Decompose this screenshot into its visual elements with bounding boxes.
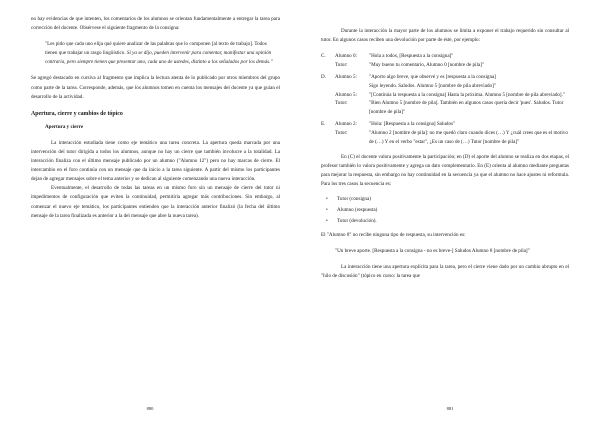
dialog-text: "[Continúa la respuesta a la consigna] Hasta la próxima. Alumno 5 [nombre de pila abreviado]." xyxy=(369,91,565,98)
list-item: • Alumno (respuesta) xyxy=(321,205,569,216)
block-quote xyxy=(335,247,569,256)
speaker-label: Alumno 2: xyxy=(335,121,357,128)
paragraph: no hay evidencias de que intenten, los comentarios de los alumnos se orientan fundamentalmente a entregar la tarea para corrección del docente. Obsérvese el siguiente fragmento de la consigna: xyxy=(31,16,280,32)
paragraph: La interacción estudiada tiene como eje temático una tarea concreta. La apertura queda marcada por una intervención del tutor dirigida a todos los alumnos, aunque no hay un cierre que también involucre a la totalidad. La interacción finaliza con el último mensaje publicado por un alumno ("Alumno 12") pero no hay marcas de cierre. El intercambio en el foro continúa con un mensaje que da inicio a la tarea siguiente. A partir del mismo los participantes dejan de agregar mensajes sobre el tema anterior y se dedican al siguiente comenzando una nueva interacción. xyxy=(31,139,280,183)
page-number: 881 xyxy=(446,406,454,411)
example-letter: D. xyxy=(321,74,326,81)
speaker-label: Tutor: xyxy=(335,61,348,68)
dialog-example-e xyxy=(321,120,569,146)
dialog-text: "Muy bueno tu comentario, Alumno 0 [nombre de pila]" xyxy=(369,61,484,68)
quote-text: "Un breve aporte. [Respuesta a la consigna - no es breve-] Saludos Alumno 8 [nombre de pila]" xyxy=(335,247,530,254)
dialog-text: "Bien Alumno 5 [nombre de pila]. También en algunos casos quería decir 'pues'. Saludos. Tutor [nombre de pila]" xyxy=(369,100,564,115)
right-page xyxy=(300,0,600,424)
section-heading: Apertura, cierre y cambios de tópico xyxy=(31,110,123,117)
subsection-heading: Apertura y cierre xyxy=(45,123,84,130)
speaker-label: Alumno 5: xyxy=(335,91,357,98)
quote-text: "Les pido que cada uno elija qué quiere analizar de las palabras que lo componen [al texto de trabajo]. Todos tienen que trabajar un rasgo lingüístico. xyxy=(45,41,267,57)
dialog-example-c xyxy=(321,52,569,69)
speaker-label: Tutor: xyxy=(335,129,348,136)
sequence-list xyxy=(321,194,569,227)
list-item: • Tutor (consigna) xyxy=(321,194,569,205)
speaker-label: Alumno 0: xyxy=(335,53,357,60)
list-item: • Tutor (devolución). xyxy=(321,216,569,227)
paragraph: El "Alumno 8" no recibe ninguna tipo de respuesta, su intervención es: xyxy=(321,231,466,238)
paragraph: La interacción tiene una apertura explícita para la tarea, pero el cierre viene dado por un cambio abrupto en el "hilo de discusión" (tópico en curso: la tarea que xyxy=(321,263,569,279)
dialog-text: Sigo leyendo. Saludos. Alumno 5 [nombre de pila abreviado]" xyxy=(369,82,496,89)
example-letter: E. xyxy=(321,121,326,128)
left-page-body xyxy=(31,15,280,221)
paragraph: Eventualmente, el desarrollo de todas las tareas en un mismo foro sin un mensaje de cierre del tutor ni impedimentos de configuración que eviten la continuidad, permitiría agregar más contribuciones. Sin embargo, al comenzar el nuevo eje temático, los participantes entienden que la interacción anterior finalizó (la fecha del último mensaje de la tarea finalizada es anterior a la del mensaje que abre la nueva tarea). xyxy=(31,185,280,219)
paragraph: Durante la interacción la mayor parte de los alumnos se limita a exponer el trabajo requerido sin consultar al tutor. En algunos casos reciben una devolución por parte de éste, por ejemplo: xyxy=(321,28,569,44)
speaker-label: Tutor: xyxy=(335,100,348,107)
dialog-example-d xyxy=(321,73,569,116)
dialog-text: "Alumno 2 [nombre de pila]: no me quedó claro cuando dices (…) Y ¿cuál crees que es el motivo de (…) Y en el verbo "estar", ¿Es un caso de (…) Tutor [nombre de pila]" xyxy=(369,129,568,145)
speaker-label: Alumno 5: xyxy=(335,74,357,81)
dialog-text: "Aporto algo breve, que observé y es [respuesta a la consigna] xyxy=(369,74,496,81)
paragraph: En (C) el docente valora positivamente la participación; en (D) el aporte del alumno se realiza en dos etapas, el profesor también lo valora positivamente y agrega un dato complementario. En (E) orienta al alumno mediante preguntas para mejorar la respuesta, sin embargo no hay continuidad en la secuencia ya que el alumno no hace ajustes ni reformula. Para los tres casos la secuencia es: xyxy=(321,154,569,188)
dialog-text: "Hola a todos, [Respuesta a la consigna]" xyxy=(369,53,454,60)
paragraph: Se agregó destacado en cursiva al fragmento que implica la lectura atenta de lo publicado por otros miembros del grupo como parte de la tarea. Corresponde, además, que los alumnos tomen en cuenta los mensajes del docente ya que guían el desarrollo de la actividad. xyxy=(31,75,280,100)
block-quote xyxy=(45,40,280,67)
speaker-label xyxy=(335,82,369,91)
right-page-body xyxy=(321,27,569,281)
dialog-text: "Hola: [Respuesta a la consigna] Saludos" xyxy=(369,121,456,128)
example-letter: C. xyxy=(321,53,326,60)
quote-italic-text: Si ya se dijo, pueden intervenir para comentar, manifestar una opinión contraria, pero siempre tienen que presentar uno, cada uno de ustedes, distinto a los señalados por los demás." xyxy=(45,50,273,66)
page-number: 880 xyxy=(146,406,154,411)
